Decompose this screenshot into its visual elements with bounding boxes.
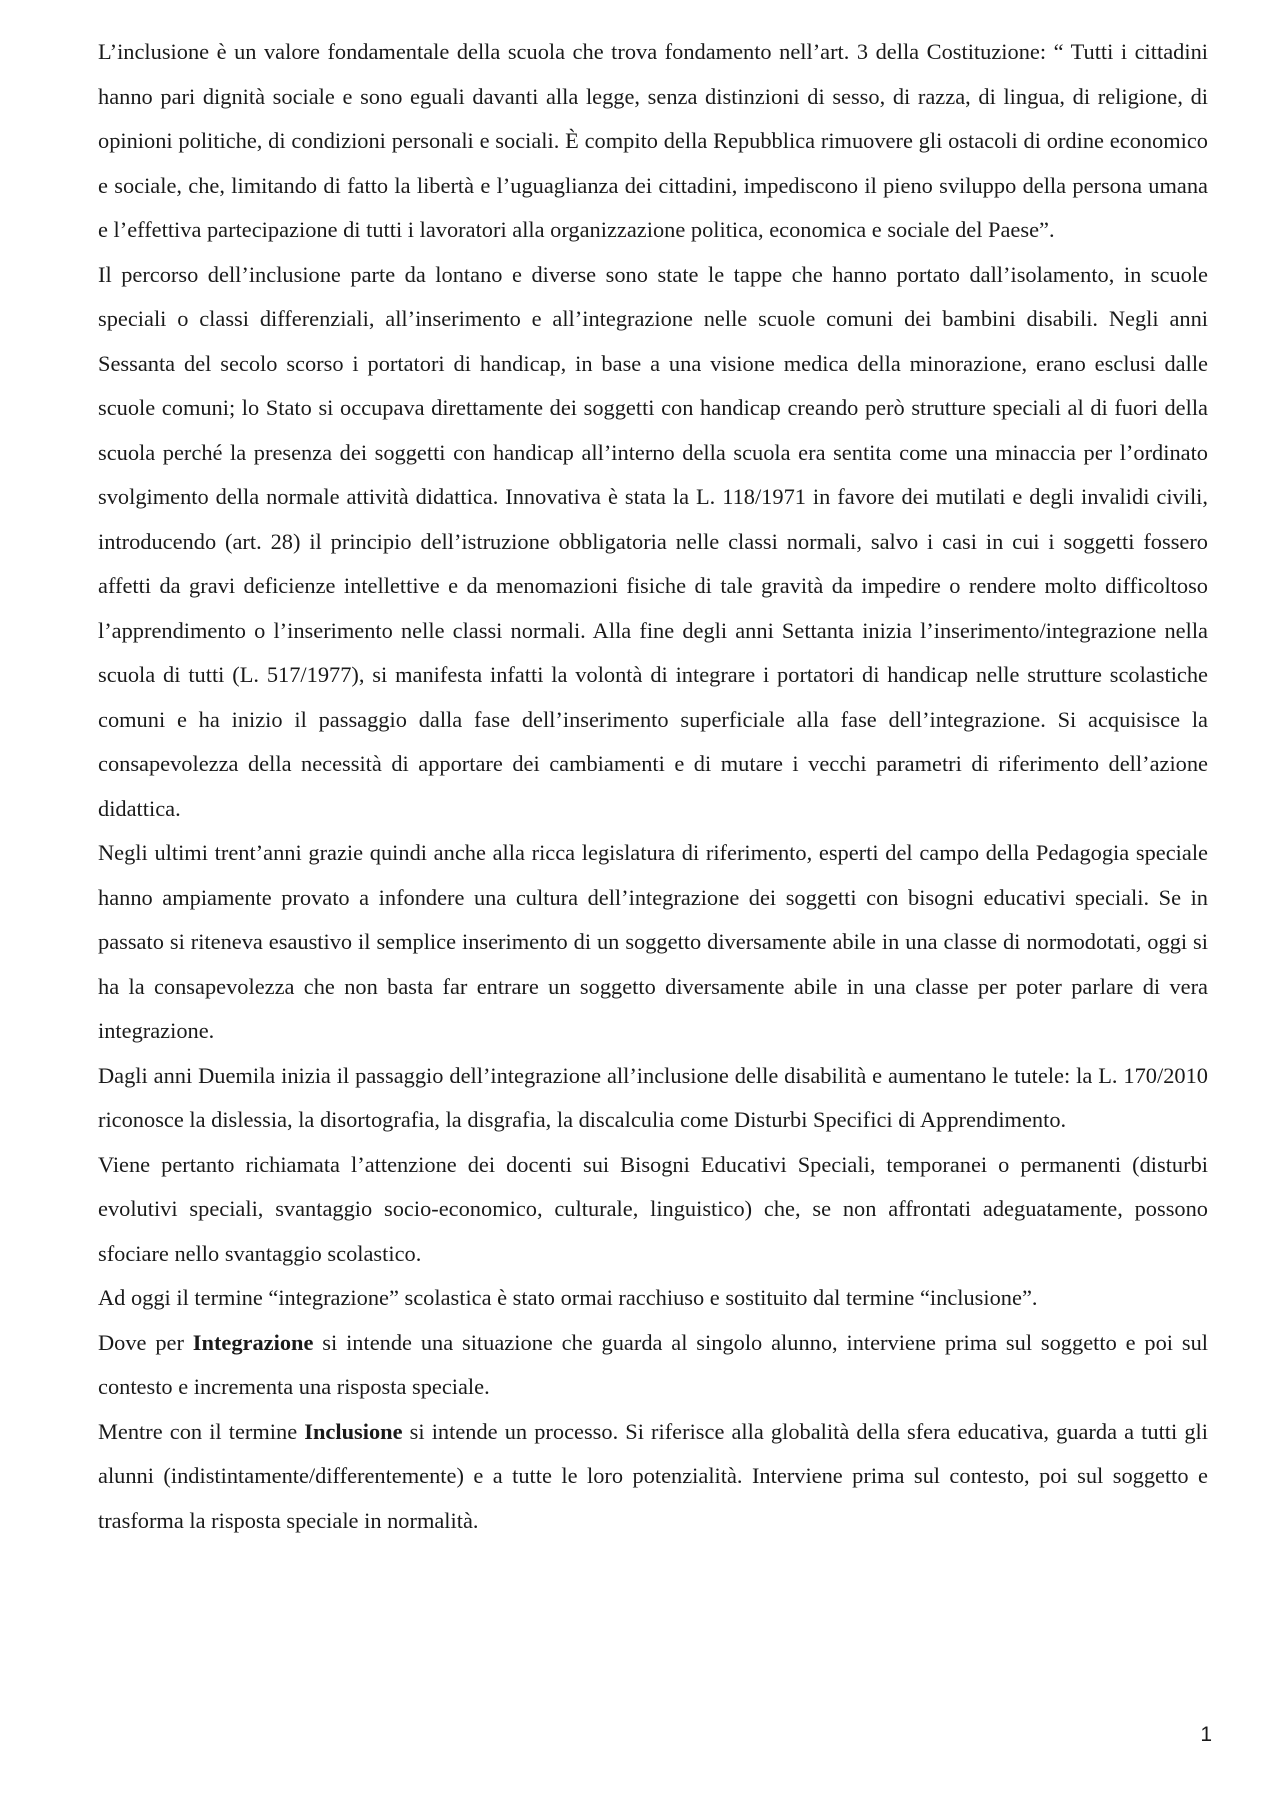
paragraph-percorso-inclusione: Il percorso dell’inclusione parte da lontano e diverse sono state le tappe che hanno portato dall’isolamento, in scuole speciali o classi differenziali, all’inserimento e all’integrazione nelle scuole comuni dei bambini disabili. Negli anni Sessanta del secolo scorso i portatori di handicap, in base a una visione medica della minorazione, erano esclusi dalle scuole comuni; lo Stato si occupava direttamente dei soggetti con handicap creando però strutture speciali al di fuori della scuola perché la presenza dei soggetti con handicap all’interno della scuola era sentita come una minaccia per l’ordinato svolgimento della normale attività didattica. Innovativa è stata la L. 118/1971 in favore dei mutilati e degli invalidi civili, introducendo (art. 28) il principio dell’istruzione obbligatoria nelle classi normali, salvo i casi in cui i soggetti fossero affetti da gravi deficienze intellettive e da menomazioni fisiche di tale gravità da impedire o rendere molto difficoltoso l’apprendimento o l’inserimento nelle classi normali. Alla fine degli anni Settanta inizia l’inserimento/integrazione nella scuola di tutti (L. 517/1977), si manifesta infatti la volontà di integrare i portatori di handicap nelle strutture scolastiche comuni e ha inizio il passaggio dalla fase dell’inserimento superficiale alla fase dell’integrazione. Si acquisisce la consapevolezza della necessità di apportare dei cambiamenti e di mutare i vecchi parametri di riferimento dell’azione didattica. <box>98 261 1208 821</box>
paragraph-anni-duemila: Dagli anni Duemila inizia il passaggio dell’integrazione all’inclusione delle disabilità e aumentano le tutele: la L. 170/2010 riconosce la dislessia, la disortografia, la disgrafia, la discalculia come Disturbi Specifici di Apprendimento. <box>98 1062 1208 1132</box>
term-inclusione: Inclusione <box>304 1418 403 1444</box>
paragraph-ultimi-trentanni: Negli ultimi trent’anni grazie quindi anche alla ricca legislatura di riferimento, esperti del campo della Pedagogia speciale hanno ampiamente provato a infondere una cultura dell’integrazione dei soggetti con bisogni educativi speciali. Se in passato si riteneva esaustivo il semplice inserimento di un soggetto diversamente abile in una classe di normodotati, oggi si ha la consapevolezza che non basta far entrare un soggetto diversamente abile in una classe per poter parlare di vera integrazione. <box>98 840 1208 1043</box>
paragraph-bisogni-educativi: Viene pertanto richiamata l’attenzione dei docenti sui Bisogni Educativi Speciali, temporanei o permanenti (disturbi evolutivi speciali, svantaggio socio-economico, culturale, linguistico) che, se non affrontati adeguatamente, possono sfociare nello svantaggio scolastico. <box>98 1151 1208 1266</box>
page-number: 1 <box>1200 1723 1212 1746</box>
paragraph-text-after: si intende una situazione che guarda al singolo alunno, interviene prima sul soggetto e poi sul contesto e incrementa una risposta speciale. <box>98 1329 1208 1399</box>
paragraph-definizione-inclusione <box>98 1410 1208 1544</box>
document-body <box>98 30 1208 1543</box>
paragraph-costituzione: L’inclusione è un valore fondamentale della scuola che trova fondamento nell’art. 3 della Costituzione: “ Tutti i cittadini hanno pari dignità sociale e sono eguali davanti alla legge, senza distinzioni di sesso, di razza, di lingua, di religione, di opinioni politiche, di condizioni personali e sociali. È compito della Repubblica rimuovere gli ostacoli di ordine economico e sociale, che, limitando di fatto la libertà e l’uguaglianza dei cittadini, impediscono il pieno sviluppo della persona umana e l’effettiva partecipazione di tutti i lavoratori alla organizzazione politica, economica e sociale del Paese”. <box>98 39 1208 242</box>
paragraph-termine-integrazione: Ad oggi il termine “integrazione” scolastica è stato ormai racchiuso e sostituito dal termine “inclusione”. <box>98 1285 1038 1310</box>
paragraph-text-before: Mentre con il termine <box>98 1418 305 1444</box>
paragraph-text-before: Dove per <box>98 1329 193 1355</box>
paragraph-text-after: si intende un processo. Si riferisce alla globalità della sfera educativa, guarda a tutti gli alunni (indistintamente/differentemente) e a tutte le loro potenzialità. Interviene prima sul contesto, poi sul soggetto e trasforma la risposta speciale in normalità. <box>98 1418 1208 1533</box>
term-integrazione: Integrazione <box>192 1329 314 1355</box>
paragraph-definizione-integrazione <box>98 1321 1208 1410</box>
